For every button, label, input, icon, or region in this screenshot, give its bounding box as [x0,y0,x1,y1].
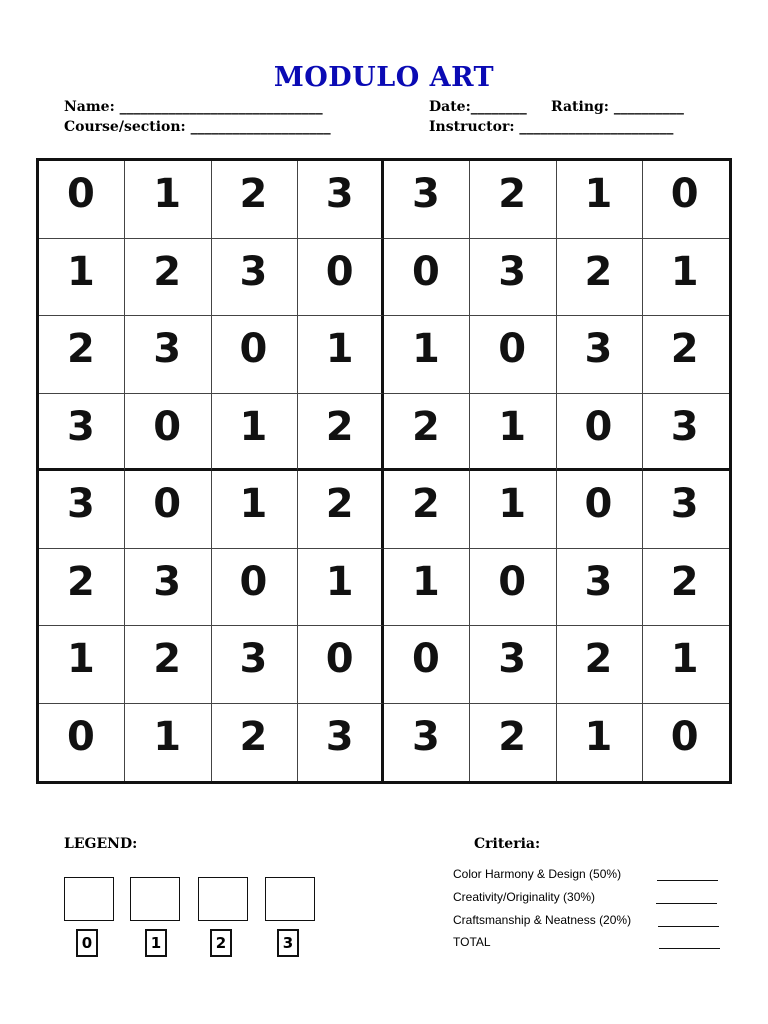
grid-cell[interactable] [557,704,643,782]
grid-cell-number: 2 [239,171,268,217]
rating-label: Rating: [551,99,609,115]
grid-cell[interactable] [125,316,211,394]
grid-cell-number: 3 [67,403,95,450]
grid-cell-number: 2 [153,248,182,295]
grid-cell-number: 0 [584,403,613,450]
grid-cell-number: 2 [670,558,699,605]
grid-cell-number: 3 [498,636,527,682]
grid-cell-number: 2 [584,248,613,295]
grid-cell[interactable] [470,161,556,239]
grid-cell-number: 3 [584,558,613,605]
grid-cell[interactable] [39,316,125,394]
legend-title: LEGEND: [64,836,138,852]
grid-cell-number: 0 [670,171,699,217]
grid-cell[interactable] [298,626,384,704]
grid-cell[interactable] [470,549,556,627]
grid-cell-number: 2 [584,636,613,682]
grid-cell[interactable] [212,161,298,239]
grid-cell-number: 1 [412,558,440,605]
grid-cell[interactable] [298,394,384,472]
grid-cell[interactable] [557,626,643,704]
grid-cell-number: 0 [498,558,527,605]
date-label: Date: [429,99,471,115]
grid-cell-number: 1 [584,713,613,760]
grid-cell[interactable] [298,239,384,317]
grid-cell[interactable] [470,316,556,394]
grid-cell[interactable] [212,549,298,627]
criteria-title: Criteria: [474,836,541,852]
grid-cell-number: 0 [67,171,95,217]
grid-cell-number: 1 [239,481,268,527]
criteria-color-harmony-blank[interactable] [657,880,718,881]
grid-cell[interactable] [557,239,643,317]
grid-cell[interactable] [470,704,556,782]
grid-cell-number: 2 [153,636,182,682]
course-blank: ____________________ [190,119,331,135]
grid-cell-number: 2 [498,713,527,760]
grid-cell[interactable] [212,394,298,472]
grid-cell-number: 3 [67,481,95,527]
grid-cell[interactable] [39,704,125,782]
grid-cell[interactable] [384,394,470,472]
grid-cell-number: 0 [325,636,354,682]
grid-cell-number: 1 [498,481,527,527]
grid-cell[interactable] [557,549,643,627]
name-blank: _____________________________ [119,99,323,115]
grid-cell-number: 0 [412,636,440,682]
grid-cell-number: 3 [153,326,182,372]
grid-cell-number: 3 [584,326,613,372]
grid-cell-number: 0 [67,713,95,760]
grid-cell-number: 0 [239,558,268,605]
grid-cell[interactable] [39,549,125,627]
page-title: MODULO ART [273,62,495,93]
grid-cell[interactable] [384,704,470,782]
name-field[interactable] [64,99,323,115]
criteria-creativity-blank[interactable] [656,903,717,904]
legend-number-0: 0 [76,929,98,957]
grid-cell[interactable] [384,626,470,704]
grid-cell-number: 1 [67,248,95,295]
grid-cell[interactable] [39,161,125,239]
grid-cell[interactable] [557,394,643,472]
criteria-craftsmanship-blank[interactable] [658,926,719,927]
grid-cell-number: 2 [498,171,527,217]
date-blank: ________ [470,99,527,115]
grid-cell-number: 2 [670,326,699,372]
grid-cell-number: 2 [412,403,440,450]
grid-cell[interactable] [470,471,556,549]
criteria-creativity: Creativity/Originality (30%) [453,890,596,904]
criteria-total: TOTAL [453,935,491,949]
grid-cell-number: 1 [498,403,527,450]
grid-cell-number: 1 [153,171,182,217]
grid-cell-number: 3 [670,481,699,527]
grid-cell[interactable] [125,704,211,782]
grid-cell-number: 1 [412,326,440,372]
grid-cell[interactable] [39,394,125,472]
legend-color-box-3[interactable] [265,877,315,921]
grid-cell[interactable] [643,704,729,782]
grid-cell-number: 1 [239,403,268,450]
grid-cell[interactable] [298,471,384,549]
grid-cell[interactable] [212,239,298,317]
grid-cell-number: 2 [325,403,354,450]
grid-cell-number: 3 [670,403,699,450]
grid-cell-number: 0 [239,326,268,372]
instructor-blank: ______________________ [519,119,674,135]
instructor-field[interactable] [429,119,673,135]
grid-cell-number: 3 [239,248,268,295]
grid-cell-number: 1 [153,713,182,760]
grid-cell-number: 1 [584,171,613,217]
rating-blank: __________ [613,99,684,115]
grid-cell[interactable] [643,161,729,239]
grid-cell[interactable] [298,161,384,239]
grid-cell[interactable] [557,161,643,239]
grid-cell[interactable] [384,549,470,627]
grid-cell[interactable] [212,471,298,549]
name-label: Name: [64,99,115,115]
grid-cell[interactable] [125,471,211,549]
grid-cell[interactable] [39,239,125,317]
grid-cell-number: 2 [67,326,95,372]
grid-cell-number: 1 [325,558,354,605]
criteria-craftsmanship: Craftsmanship & Neatness (20%) [453,913,632,927]
course-label: Course/section: [64,119,186,135]
grid-cell-number: 3 [412,713,440,760]
grid-cell[interactable] [125,549,211,627]
grid-cell-number: 0 [670,713,699,760]
grid-cell[interactable] [643,549,729,627]
grid-cell-number: 0 [584,481,613,527]
legend-number-1: 1 [145,929,167,957]
grid-cell-number: 2 [239,713,268,760]
grid-cell[interactable] [470,394,556,472]
grid-cell[interactable] [384,161,470,239]
grid-cell[interactable] [384,316,470,394]
grid-cell[interactable] [557,471,643,549]
grid-cell[interactable] [384,471,470,549]
grid-cell-number: 0 [153,481,182,527]
grid-cell[interactable] [212,704,298,782]
legend-color-box-1[interactable] [130,877,180,921]
grid-cell-number: 2 [412,481,440,527]
grid-cell-number: 1 [67,636,95,682]
grid-cell[interactable] [298,549,384,627]
grid-cell-number: 3 [412,171,440,217]
grid-cell-number: 0 [325,248,354,295]
criteria-total-blank[interactable] [659,948,720,949]
grid-cell[interactable] [125,161,211,239]
course-field[interactable] [64,119,331,135]
grid-cell-number: 2 [325,481,354,527]
grid-cell[interactable] [643,316,729,394]
legend-color-box-0[interactable] [64,877,114,921]
grid-cell[interactable] [643,394,729,472]
grid-cell[interactable] [298,316,384,394]
grid-cell-number: 3 [325,713,354,760]
grid-cell[interactable] [39,626,125,704]
grid-cell[interactable] [125,239,211,317]
criteria-color-harmony: Color Harmony & Design (50%) [453,867,622,881]
grid-cell[interactable] [125,626,211,704]
grid-cell-number: 3 [239,636,268,682]
grid-cell[interactable] [212,626,298,704]
grid-cell[interactable] [470,626,556,704]
grid-cell-number: 1 [325,326,354,372]
rating-field[interactable] [551,99,684,115]
grid-cell-number: 3 [325,171,354,217]
date-field[interactable] [429,99,527,115]
grid-cell[interactable] [298,704,384,782]
grid-cell[interactable] [557,316,643,394]
grid-cell[interactable] [125,394,211,472]
grid-cell[interactable] [39,471,125,549]
grid-cell[interactable] [470,239,556,317]
grid-cell[interactable] [643,239,729,317]
grid-cell-number: 2 [67,558,95,605]
grid-cell-number: 3 [498,248,527,295]
grid-cell-number: 0 [153,403,182,450]
grid-cell-number: 0 [498,326,527,372]
grid-cell-number: 1 [670,636,699,682]
grid-cell[interactable] [643,471,729,549]
grid-cell-number: 1 [670,248,699,295]
instructor-label: Instructor: [429,119,515,135]
legend-number-3: 3 [277,929,299,957]
grid-cell[interactable] [643,626,729,704]
grid-cell[interactable] [384,239,470,317]
grid-cell[interactable] [212,316,298,394]
grid-cell-number: 0 [412,248,440,295]
modulo-grid [36,158,732,784]
grid-cell-number: 3 [153,558,182,605]
legend-number-2: 2 [210,929,232,957]
legend-color-box-2[interactable] [198,877,248,921]
